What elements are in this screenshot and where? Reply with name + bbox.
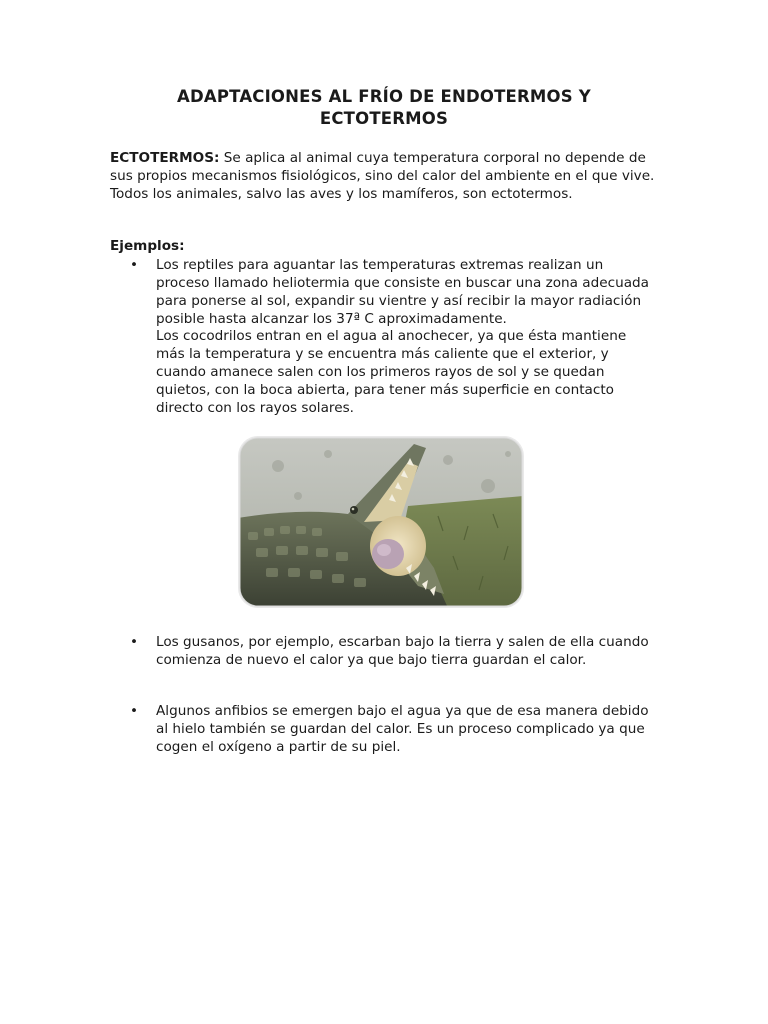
reptiles-text: Los reptiles para aguantar las temperaturas extremas realizan un proceso llamado heliotermia que consiste en buscar una zona adecuada para ponerse al sol, expandir su vientre y así recibir la mayor radiación posible hasta alcanzar los 37ª C aproximadamente. <box>156 257 650 327</box>
crocodile-illustration <box>238 436 524 608</box>
bullet-icon: • <box>130 703 139 719</box>
intro-text: Se aplica al animal cuya temperatura corporal no depende de sus propios mecanismos fisiológicos, sino del calor del ambiente en el que vive. Todos los animales, salvo las aves y los mamíferos, son ectotermos. <box>110 150 655 202</box>
bullet-icon: • <box>130 257 139 273</box>
list-item <box>130 633 658 689</box>
list-item-text: Algunos anfibios se emergen bajo el agua ya que de esa manera debido al hielo también se guardan del calor. Es un proceso complicado ya que cogen el oxígeno a partir de su piel. <box>156 703 649 755</box>
document-title <box>110 86 658 130</box>
title-line-2: ECTOTERMOS <box>319 109 449 128</box>
bullet-icon: • <box>130 634 139 650</box>
title-line-1: ADAPTACIONES AL FRÍO DE ENDOTERMOS Y <box>177 87 591 106</box>
crocodile-image <box>238 436 524 608</box>
list-item <box>130 256 658 416</box>
list-item-text: Los gusanos, por ejemplo, escarban bajo la tierra y salen de ella cuando comienza de nuevo el calor ya que bajo tierra guardan el calor. <box>156 634 649 668</box>
crocodiles-text: Los cocodrilos entran en el agua al anochecer, ya que ésta mantiene más la temperatura y se encuentra más caliente que el exterior, y cuando amanece salen con los primeros rayos de sol y se quedan quietos, con la boca abierta, para tener más superficie en contacto directo con los rayos solares. <box>156 328 627 416</box>
intro-term: ECTOTERMOS: <box>110 150 220 166</box>
examples-heading: Ejemplos: <box>110 238 185 254</box>
crocodile-eye <box>350 506 358 514</box>
intro-paragraph <box>110 149 658 203</box>
list-item-text <box>156 256 652 417</box>
list-item <box>130 702 658 758</box>
